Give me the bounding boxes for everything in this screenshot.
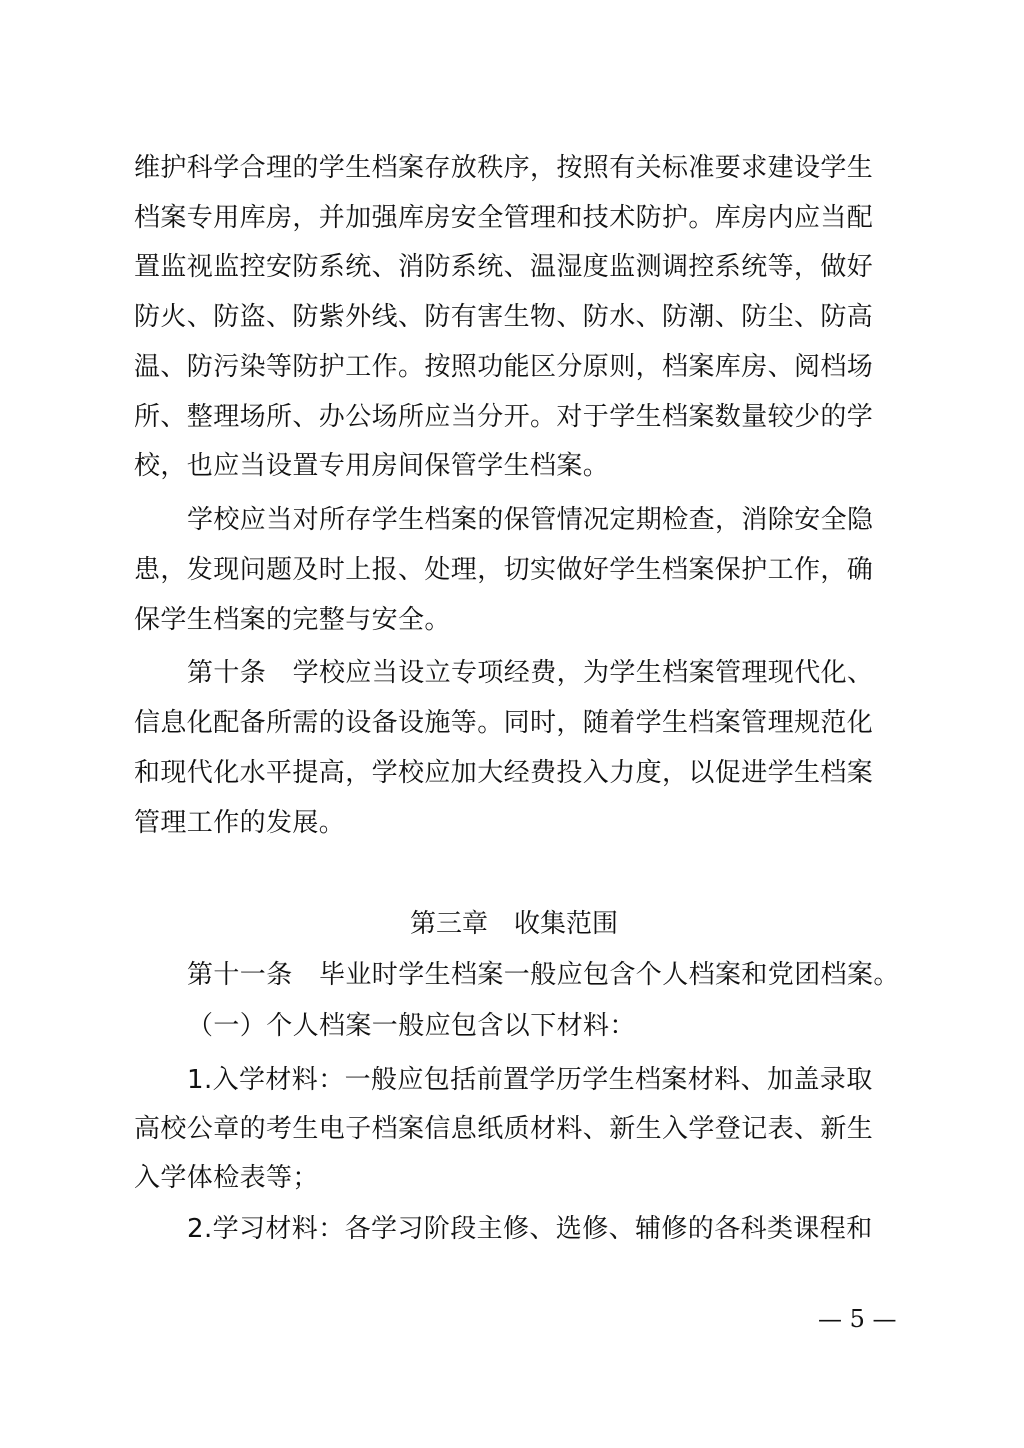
list-item-2-line: 2.学习材料：各学习阶段主修、选修、辅修的各科类课程和	[187, 1214, 873, 1244]
text-line: 校，也应当设置专用房间保管学生档案。	[134, 451, 610, 481]
article-11-line: 第十一条 毕业时学生档案一般应包含个人档案和党团档案。	[187, 960, 900, 990]
chapter-heading: 第三章 收集范围	[410, 909, 619, 939]
text-line: 防火、防盗、防紫外线、防有害生物、防水、防潮、防尘、防高	[134, 302, 874, 332]
text-line: 高校公章的考生电子档案信息纸质材料、新生入学登记表、新生	[134, 1114, 874, 1144]
text-line: 信息化配备所需的设备设施等。同时，随着学生档案管理规范化	[134, 708, 874, 738]
paragraph-first-line: 学校应当对所存学生档案的保管情况定期检查，消除安全隐	[187, 505, 874, 535]
text-line: 所、整理场所、办公场所应当分开。对于学生档案数量较少的学	[134, 402, 874, 432]
text-line: 管理工作的发展。	[134, 808, 346, 838]
page-number: — 5 —	[818, 1305, 897, 1333]
text-line: 维护科学合理的学生档案存放秩序，按照有关标准要求建设学生	[134, 153, 874, 183]
text-line: 温、防污染等防护工作。按照功能区分原则，档案库房、阅档场	[134, 352, 874, 382]
text-line: 入学体检表等；	[134, 1163, 319, 1193]
list-item-1-line: 1.入学材料：一般应包括前置学历学生档案材料、加盖录取	[187, 1065, 873, 1095]
text-line: 保学生档案的完整与安全。	[134, 605, 451, 635]
text-line: 档案专用库房，并加强库房安全管理和技术防护。库房内应当配	[134, 203, 874, 233]
text-line: 患，发现问题及时上报、处理，切实做好学生档案保护工作，确	[134, 555, 874, 585]
text-line: 和现代化水平提高，学校应加大经费投入力度，以促进学生档案	[134, 758, 874, 788]
article-10-line: 第十条 学校应当设立专项经费，为学生档案管理现代化、	[187, 658, 874, 688]
list-heading: （一）个人档案一般应包含以下材料：	[187, 1011, 636, 1041]
text-line: 置监视监控安防系统、消防系统、温湿度监测调控系统等，做好	[134, 252, 874, 282]
